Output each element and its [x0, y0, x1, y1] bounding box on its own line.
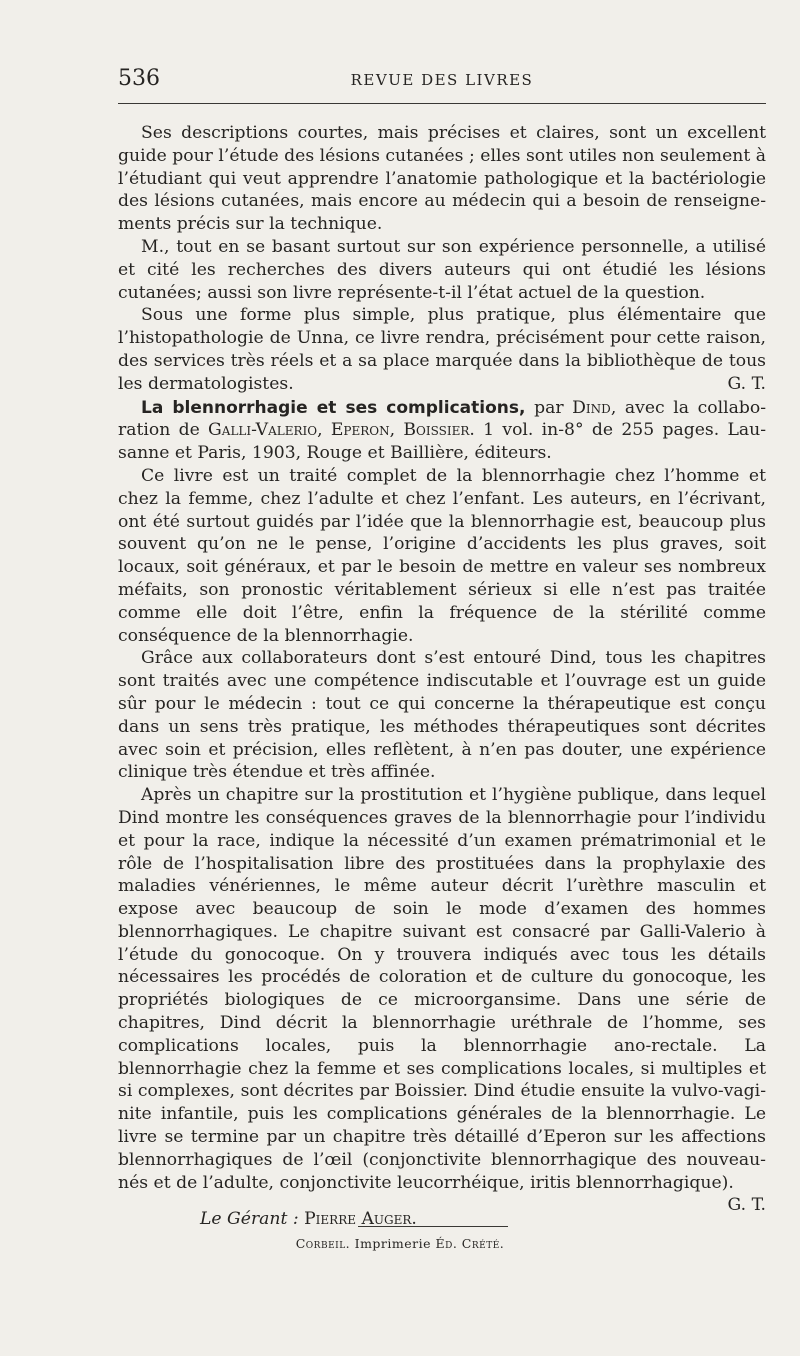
body-text — [118, 122, 766, 1231]
collaborator-1: Galli-Valerio — [208, 420, 318, 441]
review1-paragraph-1: Ses descriptions courtes, mais précises et claires, sont un excellent guide pour l’étude des lésions cutanées ; elles sont utiles non seulement à l’étudiant qui veut apprendre l’anatomie pathologique et la bactériologie des lésions cutanées, mais encore au médecin qui a besoin de renseignements précis sur la technique. — [118, 123, 766, 235]
author-name: Dind — [572, 397, 611, 418]
imprint-rule — [358, 1226, 508, 1227]
review2-paragraph-2: Grâce aux collaborateurs dont s’est entouré Dind, tous les chapitres sont traités avec une compétence indiscutable et l’ouvrage est un guide sûr pour le médecin : tout ce qui concerne la thérapeutique est conçu dans un sens très pratique, les méthodes thérapeutiques sont décrites avec soin et précision, elles reflètent, à n’en pas douter, une expérience clinique très étendue et très affinée. — [118, 648, 766, 783]
publication-details: . 1 vol. in-8° de 255 pages. Lausanne et Paris, 1903, Rouge et Baillière, éditeurs. — [118, 420, 766, 464]
collab-intro: , avec la collaboration de — [118, 397, 766, 441]
review1-signature: G. T. — [727, 373, 766, 394]
separator-2: , — [389, 420, 404, 441]
review2-heading — [118, 397, 766, 465]
review1-paragraph-3 — [118, 304, 766, 395]
gerant-line — [118, 1208, 766, 1231]
imprint-city: Corbeil. — [295, 1236, 351, 1251]
header-rule — [118, 103, 766, 104]
gerant-name: Pierre Auger. — [298, 1209, 417, 1230]
imprint — [0, 1236, 800, 1251]
by-text: par — [525, 397, 573, 418]
review2-paragraph-3-text: Après un chapitre sur la prostitution et l’hygiène publique, dans lequel Dind montre les conséquences graves de la blennorrhagie pour l’individu et pour la race, indique la nécessité d’un examen prématrimonial et le rôle de l’hospitalisation libre des prostituées dans la prophylaxie des maladies vénériennes, le même auteur décrit l’urèthre masculin et expose avec beaucoup de soin le mode d’examen des hommes blennorrhagiques. Le chapitre suivant est consacré par Galli-Valerio à l’étude du gonocoque. On y trouvera indiqués avec tous les détails nécessaires les procédés de coloration et de culture du gonocoque, les propriétés biologiques de ce microorgansime. Dans une série de chapitres, Dind décrit la blennorrhagie uréthrale de l’homme, ses complications locales, puis la blennorrhagie ano-rectale. La blennorrhagie chez la femme et ses complications locales, si multiples et si complexes, sont décrites par Boissier. Dind étudie ensuite la vulvo-vaginite infantile, puis les complications générales de la blennorrhagie. Le livre se termine par un chapitre très détaillé d’Eperon sur les affections blennorrhagiques de l’œil (conjonctivite blennorrhagique des nouveau-nés et de l’adulte, conjonctivite leucorrhéique, iritis blennorrhagique). — [118, 785, 766, 1193]
imprint-printer: Éd. Crété. — [435, 1236, 505, 1251]
review1-paragraph-3-text: Sous une forme plus simple, plus pratique, plus élémentaire que l’histopathologie de Unna, ce livre rendra, précisément pour cette raison, des services très réels et a sa place marquée dans la bibliothèque de tous les dermatologistes. — [118, 305, 766, 394]
review2-paragraph-3 — [118, 784, 766, 1216]
running-title: REVUE DES LIVRES — [350, 71, 534, 89]
gerant-label: Le Gérant : — [200, 1209, 299, 1230]
page-number: 536 — [118, 66, 160, 91]
page-header — [118, 66, 766, 96]
book-title: La blennorrhagie et ses complications, — [141, 397, 526, 418]
imprint-text: Imprimerie — [350, 1236, 436, 1251]
separator-1: , — [317, 420, 331, 441]
review2-signature: G. T. — [727, 1195, 766, 1216]
review2-paragraph-1: Ce livre est un traité complet de la blennorrhagie chez l’homme et chez la femme, chez l’adulte et chez l’enfant. Les auteurs, en l’écrivant, ont été surtout guidés par l’idée que la blennorrhagie est, beaucoup plus souvent qu’on ne le pense, l’origine d’accidents les plus graves, soit locaux, soit généraux, et par le besoin de mettre en valeur ses nombreux méfaits, son pronostic véritablement sérieux si elle n’est pas traitée comme elle doit l’être, enfin la fréquence de la stérilité comme conséquence de la blennorrhagie. — [118, 465, 766, 646]
collaborator-2: Eperon — [330, 420, 390, 441]
collaborator-3: Boissier — [403, 420, 470, 441]
review1-paragraph-2: M., tout en se basant surtout sur son expérience personnelle, a utilisé et cité les recherches des divers auteurs qui ont étudié les lésions cutanées; aussi son livre représente-t-il l’état actuel de la question. — [118, 236, 766, 303]
